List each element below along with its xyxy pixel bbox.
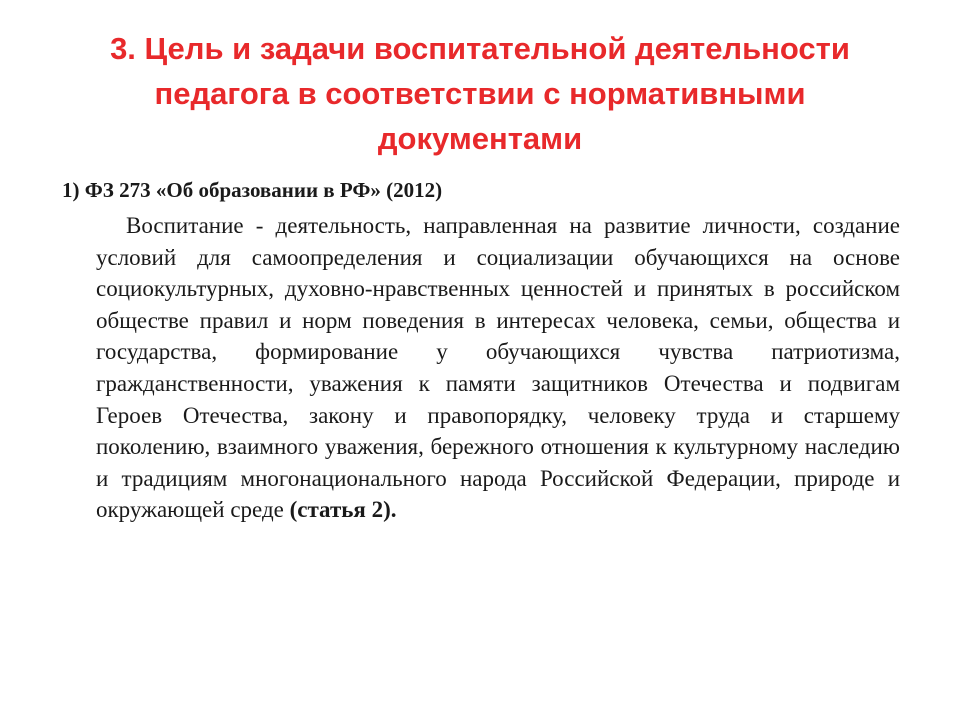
law-subheading: 1) ФЗ 273 «Об образовании в РФ» (2012) — [62, 178, 443, 202]
definition-paragraph — [96, 210, 900, 526]
slide-title-line-1: 3. Цель и задачи воспитательной деятельности — [110, 31, 850, 66]
definition-text: Воспитание - деятельность, направленная на развитие личности, создание условий для самоопределения и социализации обучающихся на основе социокультурных, духовно-нравственных ценностей и принятых в российском обществе правил и норм поведения в интересах человека, семьи, общества и государства, формирование у обучающихся чувства патриотизма, гражданственности, уважения к памяти защитников Отечества и подвигам Героев Отечества, закону и правопорядку, человеку труда и старшему поколению, взаимного уважения, бережного отношения к культурному наследию и традициям многонационального народа Российской Федерации, природе и окружающей среде — [96, 213, 900, 523]
slide-title — [60, 26, 900, 161]
article-citation: (статья 2). — [289, 497, 397, 523]
slide-title-line-3: документами — [377, 121, 583, 156]
slide-title-line-2: педагога в соответствии с нормативными — [154, 76, 806, 111]
